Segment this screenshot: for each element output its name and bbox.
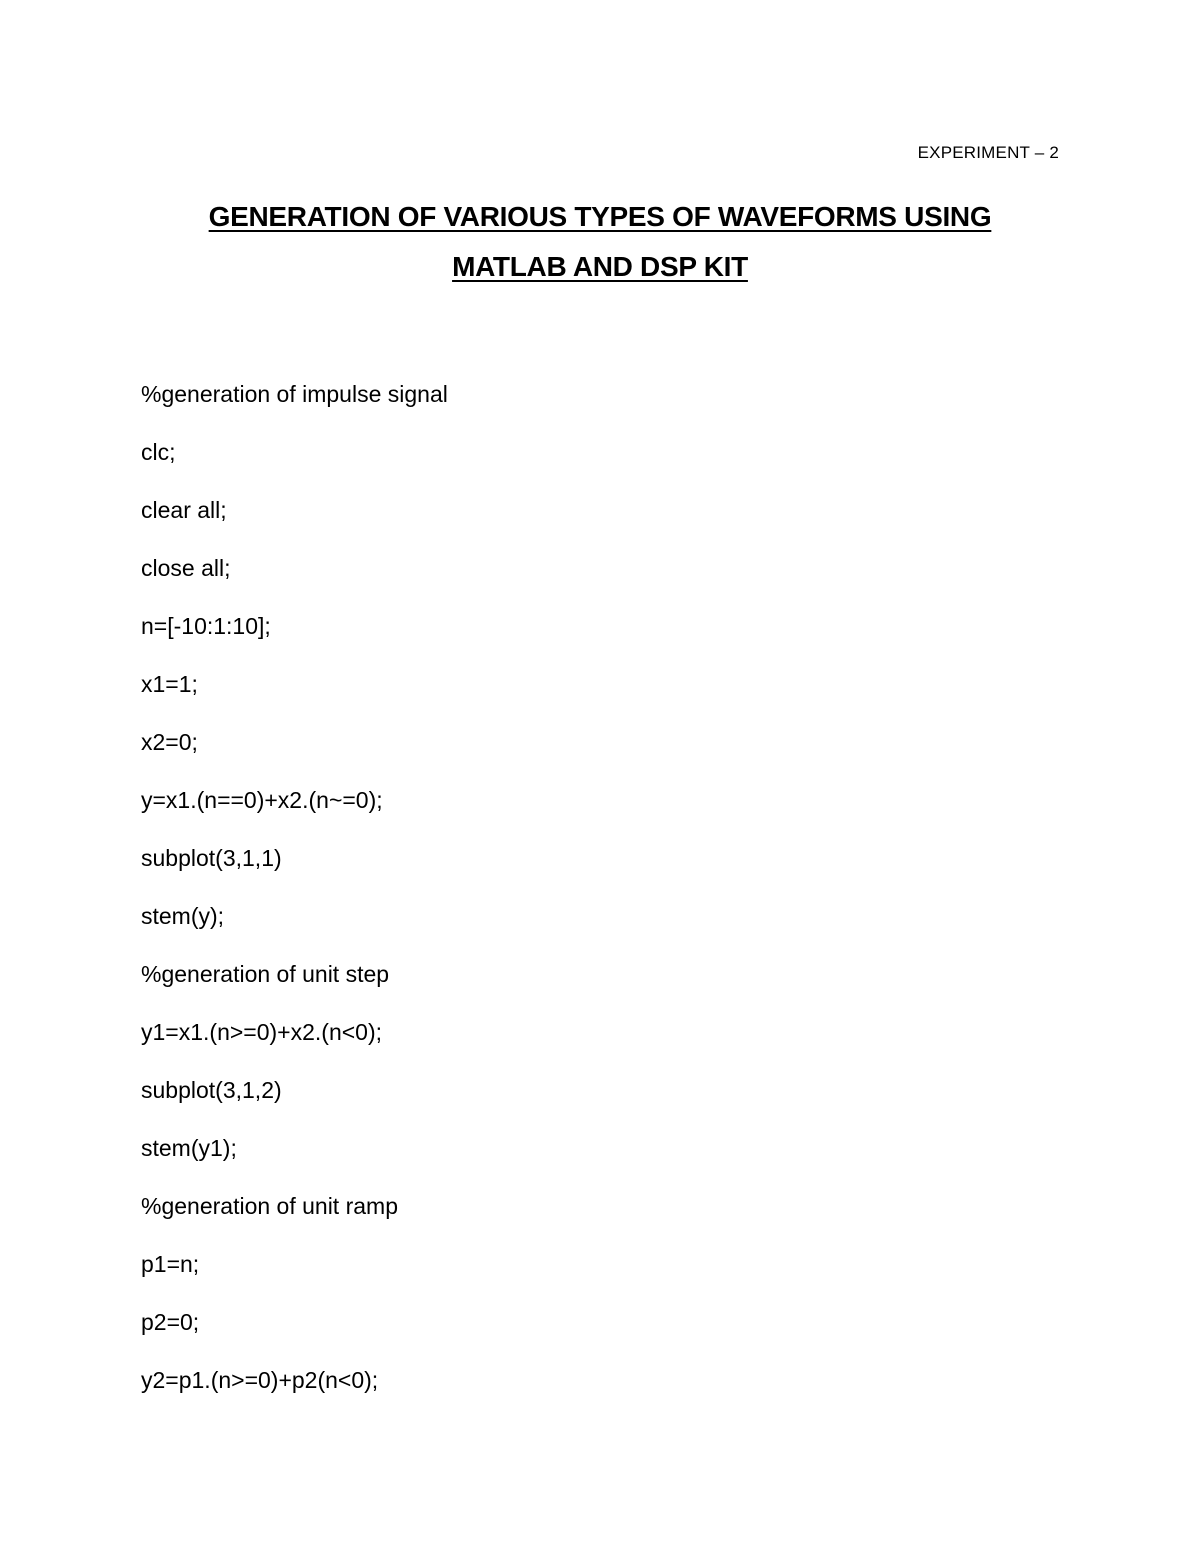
code-line: subplot(3,1,2) bbox=[141, 1077, 282, 1103]
code-line: p1=n; bbox=[141, 1251, 200, 1277]
code-line: subplot(3,1,1) bbox=[141, 845, 282, 871]
experiment-label: EXPERIMENT – 2 bbox=[917, 143, 1059, 162]
code-line: p2=0; bbox=[141, 1309, 200, 1335]
code-comment: %generation of impulse signal bbox=[141, 381, 448, 407]
code-line: stem(y); bbox=[141, 903, 225, 929]
code-line: clear all; bbox=[141, 497, 227, 523]
matlab-code-listing bbox=[141, 376, 1041, 1420]
code-line: x2=0; bbox=[141, 729, 198, 755]
code-line: n=[-10:1:10]; bbox=[141, 613, 271, 639]
code-line: clc; bbox=[141, 439, 176, 465]
title-line-2: MATLAB AND DSP KIT bbox=[452, 251, 748, 282]
code-line: x1=1; bbox=[141, 671, 198, 697]
code-comment: %generation of unit ramp bbox=[141, 1193, 398, 1219]
code-line: stem(y1); bbox=[141, 1135, 237, 1161]
code-comment: %generation of unit step bbox=[141, 961, 390, 987]
document-title bbox=[140, 192, 1060, 292]
code-line: close all; bbox=[141, 555, 231, 581]
code-line: y=x1.(n==0)+x2.(n~=0); bbox=[141, 787, 383, 813]
code-line: y2=p1.(n>=0)+p2(n<0); bbox=[141, 1367, 379, 1393]
title-line-1: GENERATION OF VARIOUS TYPES OF WAVEFORMS USING bbox=[208, 201, 992, 232]
code-line: y1=x1.(n>=0)+x2.(n<0); bbox=[141, 1019, 383, 1045]
